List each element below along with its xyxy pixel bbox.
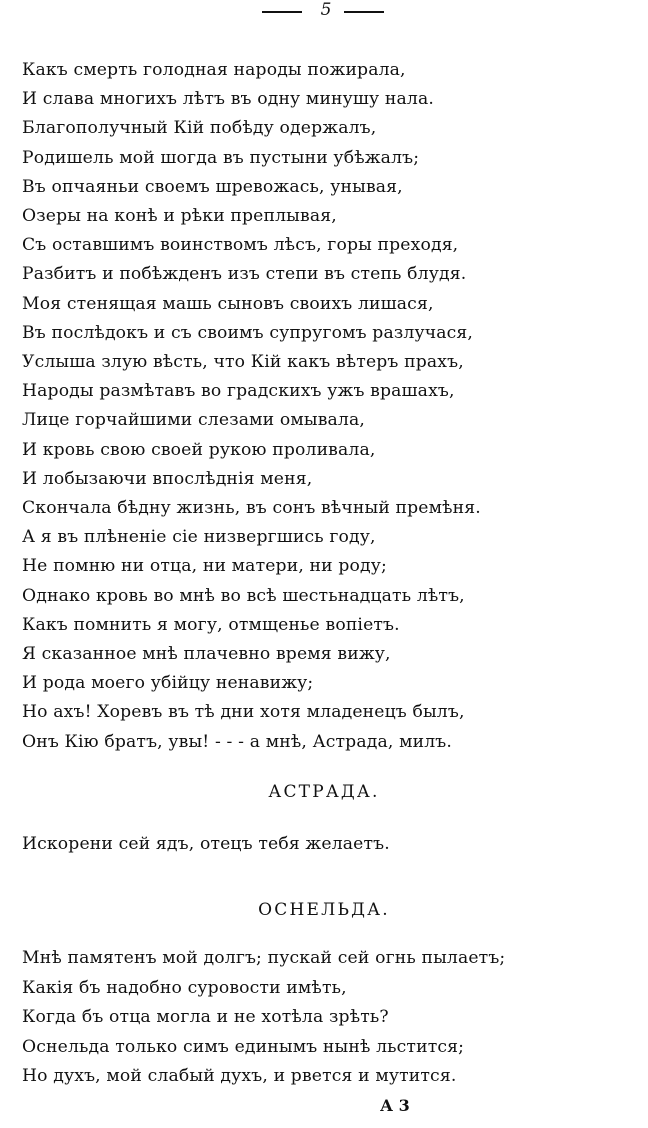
verse-line: Въ послѣдокъ и съ своимъ супругомъ разлучася,: [22, 322, 474, 343]
verse-line: Лице горчайшими слезами омывала,: [22, 410, 366, 431]
verse-line: Оснельда только симъ единымъ нынѣ льстится;: [22, 1036, 465, 1057]
verse-line: Моя стенящая машь сыновъ своихъ лишася,: [22, 293, 434, 314]
verse-line: Когда бъ отца могла и не хотѣла зрѣть?: [22, 1007, 389, 1027]
verse-line: Разбитъ и побѣжденъ изъ степи въ степь блудя.: [22, 264, 467, 285]
verse-line: Въ опчаяньи своемъ шревожась, унывая,: [22, 176, 403, 197]
verse-line: Онъ Кію братъ, увы! - - - а мнѣ, Астрада, милъ.: [22, 731, 452, 752]
verse-line: Озеры на конѣ и рѣки преплывая,: [22, 206, 337, 226]
verse-line: Съ оставшимъ воинствомъ лѣсъ, горы преходя,: [22, 235, 459, 256]
speaker-heading-astrada: АСТРАДА.: [268, 782, 380, 802]
verse-line: Но духъ, мой слабый духъ, и рвется и мутится.: [22, 1066, 457, 1086]
verse-line: Какъ помнить я могу, отмщенье вопіетъ.: [22, 614, 400, 635]
verse-line: Не помню ни отца, ни матери, ни роду;: [22, 556, 387, 577]
printer-signature: А 3: [380, 1096, 410, 1115]
verse-line: Какъ смерть голодная народы пожирала,: [22, 60, 406, 80]
page-header: [0, 2, 648, 26]
verse-line: И лобызаючи впослѣднія меня,: [22, 468, 313, 489]
speaker-heading-osnelda: ОСНЕЛЬДА.: [258, 900, 390, 920]
verse-line: Мнѣ памятенъ мой долгъ; пускай сей огнь пылаетъ;: [22, 948, 506, 968]
page-number: 5: [320, 0, 332, 20]
verse-line: Но ахъ! Хоревъ въ тѣ дни хотя младенецъ былъ,: [22, 702, 465, 723]
verse-line: Скончала бѣдну жизнь, въ сонъ вѣчный премѣня.: [22, 498, 481, 518]
verse-line: А я въ плѣненіе сіе низвергшись году,: [22, 527, 376, 548]
verse-line: Какія бъ надобно суровости имѣть,: [22, 977, 347, 998]
verse-line: Я сказанное мнѣ плачевно время вижу,: [22, 644, 391, 664]
verse-line: Благополучный Кій побѣду одержалъ,: [22, 118, 377, 139]
verse-line: Искорени сей ядъ, отецъ тебя желаетъ.: [22, 834, 390, 854]
verse-line: Родишель мой шогда въ пустыни убѣжалъ;: [22, 147, 420, 168]
verse-line: Услыша злую вѣсть, что Кій какъ вѣтеръ прахъ,: [22, 352, 464, 372]
verse-line: И слава многихъ лѣтъ въ одну минушу нала.: [22, 89, 435, 110]
verse-line: Однако кровь во мнѣ во всѣ шестьнадцать лѣтъ,: [22, 585, 465, 606]
verse-line: И рода моего убійцу ненавижу;: [22, 673, 314, 694]
header-rule-right: [344, 11, 384, 13]
verse-line: И кровь свою своей рукою проливала,: [22, 439, 376, 460]
header-rule-left: [262, 11, 302, 13]
verse-line: Народы размѣтавъ во градскихъ ужъ врашахъ,: [22, 381, 455, 402]
